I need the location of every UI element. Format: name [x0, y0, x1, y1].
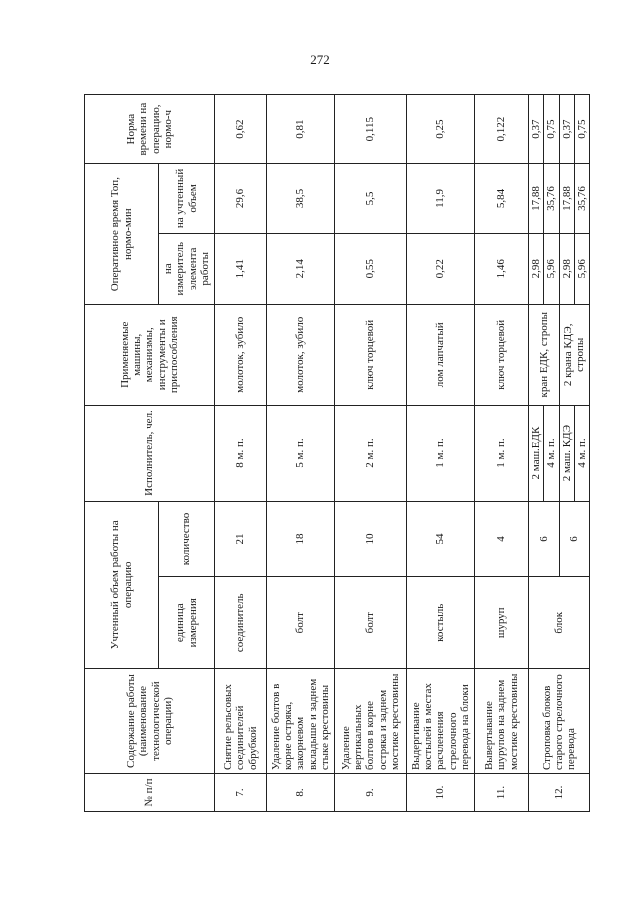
row-norm: 0,75	[544, 95, 559, 164]
row-per-unit: 2,98	[529, 233, 544, 304]
row-per-volume: 35,76	[544, 164, 559, 233]
row-unit: болт	[267, 577, 335, 669]
row-num: 7.	[215, 774, 267, 812]
table-row	[267, 95, 335, 812]
row-executor: 2 маш.ЕДК	[529, 405, 544, 501]
row-qty: 10	[335, 501, 407, 577]
row-unit: блок	[529, 577, 590, 669]
row-machines: лом лапчатый	[407, 305, 475, 406]
row-norm: 0,62	[215, 95, 267, 164]
row-executor: 8 м. п.	[215, 405, 267, 501]
row-qty: 6	[559, 501, 590, 577]
row-norm: 0,81	[267, 95, 335, 164]
table-row-12a	[529, 95, 544, 812]
header-volume-group: Учтенный объем работы на операцию	[85, 501, 159, 669]
row-qty: 18	[267, 501, 335, 577]
row-per-unit: 5,96	[544, 233, 559, 304]
row-per-unit: 5,96	[574, 233, 589, 304]
row-per-volume: 17,88	[559, 164, 574, 233]
row-per-volume: 17,88	[529, 164, 544, 233]
row-per-volume: 29,6	[215, 164, 267, 233]
header-executor: Исполнитель, чел.	[85, 405, 215, 501]
row-norm: 0,122	[475, 95, 529, 164]
row-content: Удаление вертикальных болтов в корне остряка и заднем мостике крестовины	[335, 669, 407, 774]
row-unit: шуруп	[475, 577, 529, 669]
row-per-unit: 0,22	[407, 233, 475, 304]
row-per-unit: 1,41	[215, 233, 267, 304]
row-executor: 5 м. п.	[267, 405, 335, 501]
row-machines: молоток, зубило	[215, 305, 267, 406]
header-quantity: количество	[159, 501, 215, 577]
header-num: № п/п	[85, 774, 215, 812]
row-norm: 0,75	[574, 95, 589, 164]
row-machines: молоток, зубило	[267, 305, 335, 406]
row-per-volume: 5,84	[475, 164, 529, 233]
row-machines: ключ торцевой	[335, 305, 407, 406]
row-per-volume: 35,76	[574, 164, 589, 233]
row-machines: кран ЕДК, стропы	[529, 305, 560, 406]
row-num: 10.	[407, 774, 475, 812]
row-per-unit: 0,55	[335, 233, 407, 304]
row-per-volume: 38,5	[267, 164, 335, 233]
row-num: 12.	[529, 774, 590, 812]
table-row	[215, 95, 267, 812]
row-executor: 2 м. п.	[335, 405, 407, 501]
row-norm: 0,25	[407, 95, 475, 164]
row-content: Снятие рельсовых соединителей обрубкой	[215, 669, 267, 774]
row-per-volume: 5,5	[335, 164, 407, 233]
header-norm: Норма времени на операцию, нормо-ч	[85, 95, 215, 164]
row-num: 9.	[335, 774, 407, 812]
row-norm: 0,115	[335, 95, 407, 164]
row-unit: болт	[335, 577, 407, 669]
table-row	[407, 95, 475, 812]
norms-table	[84, 94, 590, 812]
row-executor: 1 м. п.	[475, 405, 529, 501]
row-qty: 54	[407, 501, 475, 577]
row-num: 11.	[475, 774, 529, 812]
row-norm: 0,37	[529, 95, 544, 164]
row-machines: ключ торцевой	[475, 305, 529, 406]
header-content: Содержание работы (наименование технологической операции)	[85, 669, 215, 774]
row-per-volume: 11,9	[407, 164, 475, 233]
header-machines: Применяемые машины, механизмы, инструменты и приспособления	[85, 305, 215, 406]
row-executor: 1 м. п.	[407, 405, 475, 501]
row-content: Удаление болтов в корне остряка, закорневом вкладыше и заднем стыке крестовины	[267, 669, 335, 774]
row-per-unit: 1,46	[475, 233, 529, 304]
row-norm: 0,37	[559, 95, 574, 164]
row-qty: 6	[529, 501, 560, 577]
row-unit: костыль	[407, 577, 475, 669]
header-per-volume: на учтенный объем	[159, 164, 215, 233]
table-row	[335, 95, 407, 812]
header-row-1	[85, 95, 159, 812]
row-executor: 4 м. п.	[574, 405, 589, 501]
header-per-unit: на измеритель элемента работы	[159, 233, 215, 304]
row-machines: 2 крана КДЭ, стропы	[559, 305, 590, 406]
row-content: Выдергивание костылей в местах расчленения стрелочного перевода на блоки	[407, 669, 475, 774]
row-unit: соединитель	[215, 577, 267, 669]
rotated-table-wrapper	[84, 94, 588, 812]
row-qty: 4	[475, 501, 529, 577]
row-executor: 4 м. п.	[544, 405, 559, 501]
table-row	[475, 95, 529, 812]
row-qty: 21	[215, 501, 267, 577]
row-content: Вывертывание шурупов на заднем мостике крестовины	[475, 669, 529, 774]
row-content: Строповка блоков старого стрелочного перевода	[529, 669, 590, 774]
row-num: 8.	[267, 774, 335, 812]
page-number: 272	[310, 52, 330, 67]
row-per-unit: 2,98	[559, 233, 574, 304]
header-optime-group: Оперативное время Топ, нормо-мин	[85, 164, 159, 305]
row-executor: 2 маш. КДЭ	[559, 405, 574, 501]
row-per-unit: 2,14	[267, 233, 335, 304]
header-unit: единица измерения	[159, 577, 215, 669]
